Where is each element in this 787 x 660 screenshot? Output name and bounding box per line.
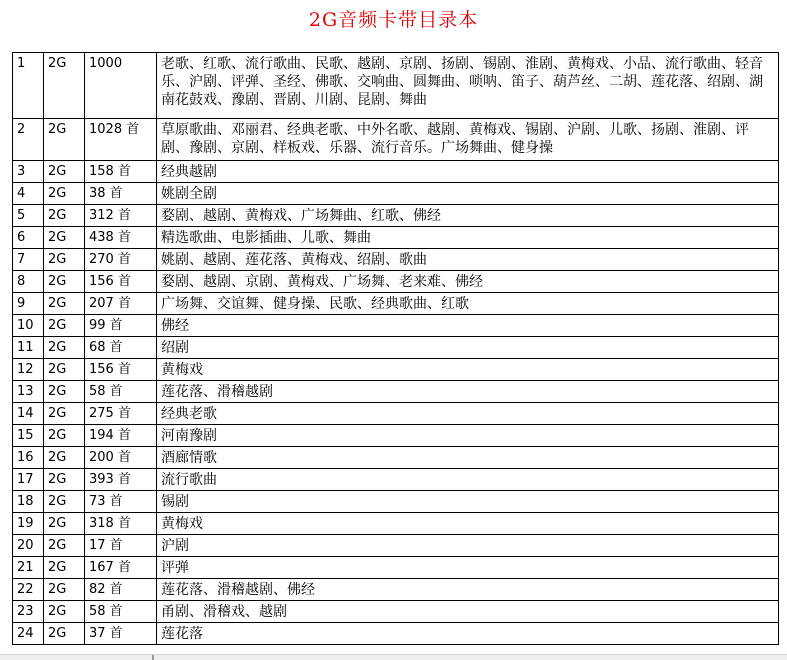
capacity-cell: 2G — [44, 249, 85, 271]
capacity-cell: 2G — [44, 469, 85, 491]
capacity-cell: 2G — [44, 161, 85, 183]
row-number-cell: 21 — [13, 557, 44, 579]
track-count-cell: 82 首 — [85, 579, 157, 601]
table-row — [13, 337, 779, 359]
capacity-cell: 2G — [44, 53, 85, 119]
capacity-cell: 2G — [44, 183, 85, 205]
track-count-cell: 438 首 — [85, 227, 157, 249]
row-number-cell: 7 — [13, 249, 44, 271]
track-count-cell: 73 首 — [85, 491, 157, 513]
row-number-cell: 23 — [13, 601, 44, 623]
row-number-cell: 2 — [13, 119, 44, 161]
track-count-cell: 58 首 — [85, 601, 157, 623]
content-description-cell: 绍剧 — [157, 337, 779, 359]
content-description-cell: 锡剧 — [157, 491, 779, 513]
track-count-cell: 167 首 — [85, 557, 157, 579]
content-description-cell: 甬剧、滑稽戏、越剧 — [157, 601, 779, 623]
content-description-cell: 沪剧 — [157, 535, 779, 557]
track-count-cell: 270 首 — [85, 249, 157, 271]
table-row — [13, 469, 779, 491]
content-description-cell: 经典越剧 — [157, 161, 779, 183]
table-row — [13, 161, 779, 183]
capacity-cell: 2G — [44, 425, 85, 447]
table-row — [13, 359, 779, 381]
capacity-cell: 2G — [44, 293, 85, 315]
track-count-cell: 393 首 — [85, 469, 157, 491]
capacity-cell: 2G — [44, 491, 85, 513]
capacity-cell: 2G — [44, 119, 85, 161]
capacity-cell: 2G — [44, 579, 85, 601]
table-row — [13, 513, 779, 535]
capacity-cell: 2G — [44, 315, 85, 337]
content-description-cell: 莲花落、滑稽越剧、佛经 — [157, 579, 779, 601]
capacity-cell: 2G — [44, 447, 85, 469]
track-count-cell: 156 首 — [85, 359, 157, 381]
row-number-cell: 18 — [13, 491, 44, 513]
capacity-cell: 2G — [44, 359, 85, 381]
table-row — [13, 447, 779, 469]
capacity-cell: 2G — [44, 271, 85, 293]
row-number-cell: 3 — [13, 161, 44, 183]
row-number-cell: 15 — [13, 425, 44, 447]
track-count-cell: 17 首 — [85, 535, 157, 557]
row-number-cell: 10 — [13, 315, 44, 337]
row-number-cell: 5 — [13, 205, 44, 227]
track-count-cell: 194 首 — [85, 425, 157, 447]
content-description-cell: 姚剧全剧 — [157, 183, 779, 205]
content-description-cell: 精选歌曲、电影插曲、儿歌、舞曲 — [157, 227, 779, 249]
row-number-cell: 1 — [13, 53, 44, 119]
content-description-cell: 老歌、红歌、流行歌曲、民歌、越剧、京剧、扬剧、锡剧、淮剧、黄梅戏、小品、流行歌曲、轻音乐、沪剧、评弹、圣经、佛歌、交响曲、圆舞曲、唢呐、笛子、葫芦丝、二胡、莲花落、绍剧、湖南花鼓戏、豫剧、晋剧、川剧、昆剧、舞曲 — [157, 53, 779, 119]
content-description-cell: 莲花落、滑稽越剧 — [157, 381, 779, 403]
table-row — [13, 425, 779, 447]
content-description-cell: 流行歌曲 — [157, 469, 779, 491]
capacity-cell: 2G — [44, 381, 85, 403]
row-number-cell: 17 — [13, 469, 44, 491]
catalog-table — [12, 52, 779, 645]
horizontal-scrollbar[interactable] — [0, 654, 787, 660]
row-number-cell: 12 — [13, 359, 44, 381]
table-row — [13, 491, 779, 513]
content-description-cell: 黄梅戏 — [157, 359, 779, 381]
track-count-cell: 207 首 — [85, 293, 157, 315]
track-count-cell: 275 首 — [85, 403, 157, 425]
track-count-cell: 1028 首 — [85, 119, 157, 161]
table-row — [13, 403, 779, 425]
content-description-cell: 黄梅戏 — [157, 513, 779, 535]
row-number-cell: 14 — [13, 403, 44, 425]
scrollbar-thumb-mark[interactable] — [152, 655, 154, 660]
content-description-cell: 广场舞、交谊舞、健身操、民歌、经典歌曲、红歌 — [157, 293, 779, 315]
capacity-cell: 2G — [44, 227, 85, 249]
row-number-cell: 24 — [13, 623, 44, 645]
capacity-cell: 2G — [44, 205, 85, 227]
track-count-cell: 318 首 — [85, 513, 157, 535]
table-row — [13, 315, 779, 337]
capacity-cell: 2G — [44, 513, 85, 535]
capacity-cell: 2G — [44, 557, 85, 579]
capacity-cell: 2G — [44, 337, 85, 359]
content-description-cell: 评弹 — [157, 557, 779, 579]
track-count-cell: 58 首 — [85, 381, 157, 403]
capacity-cell: 2G — [44, 601, 85, 623]
table-row — [13, 623, 779, 645]
capacity-cell: 2G — [44, 535, 85, 557]
row-number-cell: 9 — [13, 293, 44, 315]
track-count-cell: 38 首 — [85, 183, 157, 205]
table-row — [13, 271, 779, 293]
track-count-cell: 37 首 — [85, 623, 157, 645]
content-description-cell: 婺剧、越剧、京剧、黄梅戏、广场舞、老来难、佛经 — [157, 271, 779, 293]
track-count-cell: 1000 — [85, 53, 157, 119]
table-row — [13, 53, 779, 119]
capacity-cell: 2G — [44, 403, 85, 425]
row-number-cell: 8 — [13, 271, 44, 293]
content-description-cell: 姚剧、越剧、莲花落、黄梅戏、绍剧、歌曲 — [157, 249, 779, 271]
content-description-cell: 酒廊情歌 — [157, 447, 779, 469]
table-row — [13, 557, 779, 579]
table-row — [13, 205, 779, 227]
row-number-cell: 22 — [13, 579, 44, 601]
track-count-cell: 68 首 — [85, 337, 157, 359]
row-number-cell: 13 — [13, 381, 44, 403]
page-title: 2G音频卡带目录本 — [308, 9, 479, 31]
track-count-cell: 200 首 — [85, 447, 157, 469]
track-count-cell: 156 首 — [85, 271, 157, 293]
content-description-cell: 经典老歌 — [157, 403, 779, 425]
row-number-cell: 6 — [13, 227, 44, 249]
track-count-cell: 158 首 — [85, 161, 157, 183]
content-description-cell: 莲花落 — [157, 623, 779, 645]
track-count-cell: 312 首 — [85, 205, 157, 227]
content-description-cell: 河南豫剧 — [157, 425, 779, 447]
row-number-cell: 16 — [13, 447, 44, 469]
row-number-cell: 4 — [13, 183, 44, 205]
table-row — [13, 579, 779, 601]
row-number-cell: 11 — [13, 337, 44, 359]
content-description-cell: 婺剧、越剧、黄梅戏、广场舞曲、红歌、佛经 — [157, 205, 779, 227]
catalog-body — [13, 53, 779, 645]
capacity-cell: 2G — [44, 623, 85, 645]
table-row — [13, 381, 779, 403]
table-row — [13, 227, 779, 249]
content-description-cell: 草原歌曲、邓丽君、经典老歌、中外名歌、越剧、黄梅戏、锡剧、沪剧、儿歌、扬剧、淮剧、评剧、豫剧、京剧、样板戏、乐器、流行音乐。广场舞曲、健身操 — [157, 119, 779, 161]
row-number-cell: 20 — [13, 535, 44, 557]
table-row — [13, 293, 779, 315]
table-row — [13, 249, 779, 271]
table-row — [13, 119, 779, 161]
table-row — [13, 535, 779, 557]
table-row — [13, 183, 779, 205]
row-number-cell: 19 — [13, 513, 44, 535]
content-description-cell: 佛经 — [157, 315, 779, 337]
table-row — [13, 601, 779, 623]
track-count-cell: 99 首 — [85, 315, 157, 337]
